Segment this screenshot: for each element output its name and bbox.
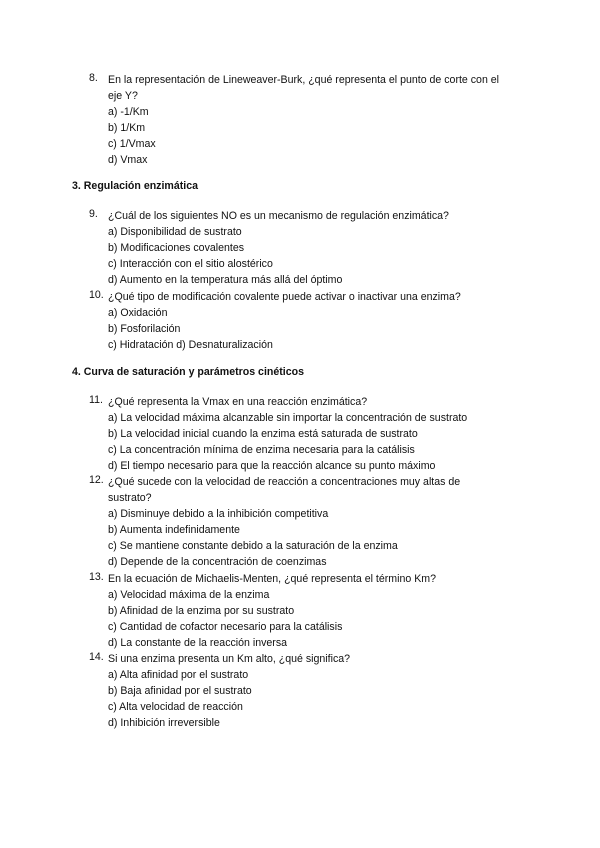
option-b: b) La velocidad inicial cuando la enzima está saturada de sustrato xyxy=(108,428,418,440)
question-text xyxy=(108,571,528,587)
question-number: 12. xyxy=(89,474,104,486)
option-a: a) Disminuye debido a la inhibición competitiva xyxy=(108,508,329,520)
question-text xyxy=(108,394,528,410)
question-number: 8. xyxy=(89,72,98,84)
option-d: d) La constante de la reacción inversa xyxy=(108,637,288,649)
question-number: 11. xyxy=(89,394,103,406)
option-c: c) 1/Vmax xyxy=(108,138,156,150)
question-number: 9. xyxy=(89,208,98,220)
section-heading: 3. Regulación enzimática xyxy=(72,180,198,192)
question-text-line: ¿Qué representa la Vmax en una reacción enzimática? xyxy=(108,396,368,408)
question-text-line: ¿Qué sucede con la velocidad de reacción a concentraciones muy altas de xyxy=(108,476,461,488)
option-d: d) Vmax xyxy=(108,154,148,166)
option-a: a) Disponibilidad de sustrato xyxy=(108,226,242,238)
question-text-line: Si una enzima presenta un Km alto, ¿qué significa? xyxy=(108,653,351,665)
option-a: a) La velocidad máxima alcanzable sin importar la concentración de sustrato xyxy=(108,412,468,424)
question-number: 10. xyxy=(89,289,104,301)
option-b: b) Aumenta indefinidamente xyxy=(108,524,240,536)
question-number: 13. xyxy=(89,571,104,583)
option-c: c) Interacción con el sitio alostérico xyxy=(108,258,273,270)
option-a: a) Alta afinidad por el sustrato xyxy=(108,669,249,681)
question-text xyxy=(108,474,528,507)
option-a: a) Oxidación xyxy=(108,307,168,319)
option-b: b) Afinidad de la enzima por su sustrato xyxy=(108,605,295,617)
option-b: b) Baja afinidad por el sustrato xyxy=(108,685,252,697)
option-d: d) Aumento en la temperatura más allá del óptimo xyxy=(108,274,343,286)
option-d: d) Depende de la concentración de coenzimas xyxy=(108,556,327,568)
option-c-d: c) Hidratación d) Desnaturalización xyxy=(108,339,273,351)
section-heading: 4. Curva de saturación y parámetros cinéticos xyxy=(72,366,304,378)
option-c: c) Cantidad de cofactor necesario para la catálisis xyxy=(108,621,343,633)
option-c: c) Se mantiene constante debido a la saturación de la enzima xyxy=(108,540,398,552)
option-c: c) Alta velocidad de reacción xyxy=(108,701,243,713)
question-text xyxy=(108,289,528,305)
option-a: a) Velocidad máxima de la enzima xyxy=(108,589,270,601)
option-d: d) Inhibición irreversible xyxy=(108,717,220,729)
question-text xyxy=(108,208,528,224)
option-b: b) Modificaciones covalentes xyxy=(108,242,245,254)
option-a: a) -1/Km xyxy=(108,106,149,118)
question-text-line: sustrato? xyxy=(108,492,152,505)
question-text-line: ¿Cuál de los siguientes NO es un mecanismo de regulación enzimática? xyxy=(108,210,449,222)
question-text-line: eje Y? xyxy=(108,90,138,103)
question-number: 14. xyxy=(89,651,104,663)
question-text-line: ¿Qué tipo de modificación covalente puede activar o inactivar una enzima? xyxy=(108,291,461,303)
option-c: c) La concentración mínima de enzima necesaria para la catálisis xyxy=(108,444,415,456)
option-d: d) El tiempo necesario para que la reacción alcance su punto máximo xyxy=(108,460,436,472)
question-text-line: En la ecuación de Michaelis-Menten, ¿qué representa el término Km? xyxy=(108,573,436,585)
question-text xyxy=(108,651,528,667)
question-text-line: En la representación de Lineweaver-Burk, ¿qué representa el punto de corte con el xyxy=(108,74,500,86)
option-b: b) Fosforilación xyxy=(108,323,181,335)
question-text xyxy=(108,72,528,105)
option-b: b) 1/Km xyxy=(108,122,146,134)
